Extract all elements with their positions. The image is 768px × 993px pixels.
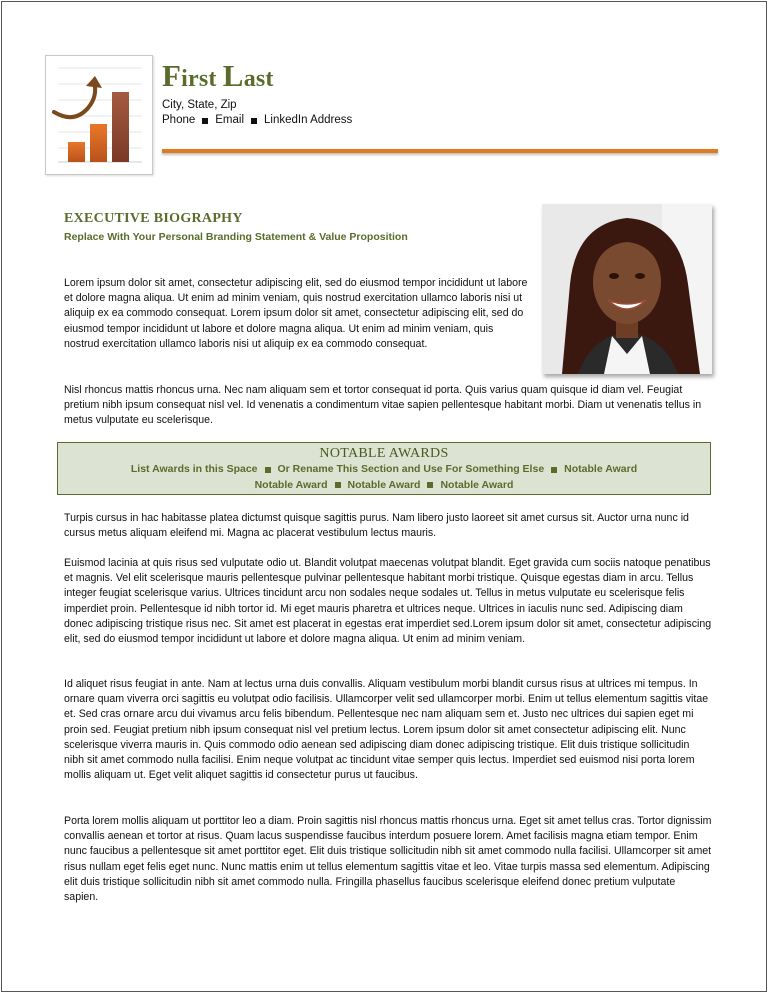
award-item: Notable Award <box>440 478 514 491</box>
bar-chart-growth-icon <box>46 56 152 174</box>
awards-line-1 <box>58 462 710 478</box>
city-state-zip: City, State, Zip <box>162 99 237 111</box>
award-item: Notable Award <box>254 478 328 491</box>
award-item: Or Rename This Section and Use For Something Else <box>277 463 545 475</box>
bio-paragraph-1: Lorem ipsum dolor sit amet, consectetur adipiscing elit, sed do eiusmod tempor incididunt ut labore et dolore magna aliqua. Ut enim ad minim veniam, quis nostrud exercitation ullamco laboris nisi ut aliquip ex ea commodo consequat. Lorem ipsum dolor sit amet, consectetur adipiscing elit, sed do eiusmod tempor incididunt ut labore et dolore magna aliqua. Ut enim ad minim veniam, quis nostrud exercitation ullamco laboris nisi ut aliquip ex ea commodo consequat. <box>64 277 528 350</box>
phone-text: Phone <box>162 114 196 126</box>
bio-paragraph-2: Nisl rhoncus mattis rhoncus urna. Nec nam aliquam sem et tortor consequat id porta. Quis varius quam quisque id diam vel. Feugiat pretium nibh ipsum consequat nisl vel. Id venenatis a condimentum vitae sapien pellentesque habitant morbi. Diam ut venenatis tellus in metus vulputate eu scelerisque. <box>64 384 702 427</box>
bullet-square-icon <box>202 118 208 124</box>
awards-title: NOTABLE AWARDS <box>319 446 449 461</box>
body-paragraph-4: Porta lorem mollis aliquam ut porttitor leo a diam. Proin sagittis nisl rhoncus mattis rhoncus urna. Eget sit amet tellus cras. Tortor dignissim convallis aenean et tortor at risus. Quam lacus suspendisse faucibus interdum posuere lorem. Amet facilisis magna etiam tempor. Enim nunc faucibus a pellentesque sit amet porttitor eget. Elit duis tristique sollicitudin nibh sit amet commodo nulla facilisi. Ullamcorper sit amet risus nullam eget felis eget nunc. Nunc mattis enim ut tellus elementum sagittis vitae et leo. Vitae turpis massa sed elementum. Adipiscing elit duis tristique sollicitudin nibh sit amet commodo nulla. Fringilla phasellus faucibus scelerisque eleifend donec pretium vulputate sapien. <box>64 815 712 904</box>
bullet-square-icon <box>335 482 341 488</box>
body-paragraph-1: Turpis cursus in hac habitasse platea dictumst quisque sagittis purus. Nam libero justo laoreet sit amet cursus sit. Auctor urna nunc id cursus metus aliquam eleifend mi. Magna ac placerat vestibulum lectus mauris. <box>64 512 689 540</box>
bullet-square-icon <box>551 467 557 473</box>
award-item: List Awards in this Space <box>130 463 258 475</box>
notable-awards-section <box>57 442 711 495</box>
linkedin-text: LinkedIn Address <box>264 114 353 126</box>
bullet-square-icon <box>265 467 271 473</box>
bio-subheading: Replace With Your Personal Branding Statement & Value Proposition <box>64 231 408 243</box>
bullet-square-icon <box>251 118 257 124</box>
profile-photo <box>542 204 712 374</box>
body-paragraph-3: Id aliquet risus feugiat in ante. Nam at lectus urna duis convallis. Aliquam vestibulum morbi blandit cursus risus at ultrices mi tempus. In ornare quam viverra orci sagittis eu volutpat odio facilisis. Ullamcorper velit sed ullamcorper morbi. Enim ut tellus elementum sagittis vitae et. Sed cras ornare arcu dui vivamus arcu felis bibendum. Pellentesque nec nam aliquam sem et. Justo nec ultrices dui sapien eget mi proin sed. Feugiat pretium nibh ipsum consequat nisl vel pretium lectus. Lorem ipsum dolor sit amet consectetur adipiscing elit. Nunc scelerisque viverra mauris in. Quis commodo odio aenean sed adipiscing diam donec adipiscing tristique. Elit duis tristique sollicitudin nibh sit amet commodo nulla facilisi. Enim neque volutpat ac tincidunt vitae semper quis lectus. Imperdiet sed euismod nisi porta lorem mollis aliquam ut. Eget velit aliquet sagittis id consectetur purus ut faucibus. <box>64 678 709 782</box>
award-item: Notable Award <box>564 463 638 475</box>
candidate-name: First Last <box>162 58 274 93</box>
logo <box>45 55 153 175</box>
bio-heading: EXECUTIVE BIOGRAPHY <box>64 211 243 226</box>
email-text: Email <box>215 114 245 126</box>
awards-line-2 <box>58 478 710 494</box>
bullet-square-icon <box>427 482 433 488</box>
contact-info <box>162 98 352 128</box>
award-item: Notable Award <box>347 478 421 491</box>
body-paragraph-2: Euismod lacinia at quis risus sed vulputate odio ut. Blandit volutpat maecenas volutpat blandit. Eget gravida cum sociis natoque penatibus et magnis. Vel elit scelerisque mauris pellentesque pulvinar pellentesque habitant morbi tristique. Quisque egestas diam in arcu. Tellus integer feugiat scelerisque varius. Ultrices tincidunt arcu non sodales neque sodales ut. Tellus in metus vulputate eu scelerisque felis imperdiet proin. Pellentesque id nibh tortor id. Mi eget mauris pharetra et ultrices neque. Ultrices in iaculis nunc sed. Adipiscing diam donec adipiscing tristique risus nec. Sit amet est placerat in egestas erat imperdiet sed.Lorem ipsum dolor sit amet, consectetur adipiscing elit, sed do eiusmod tempor incididunt ut labore et dolore magna aliqua. Ut enim ad minim veniam. <box>64 557 712 646</box>
header-divider <box>162 149 718 153</box>
